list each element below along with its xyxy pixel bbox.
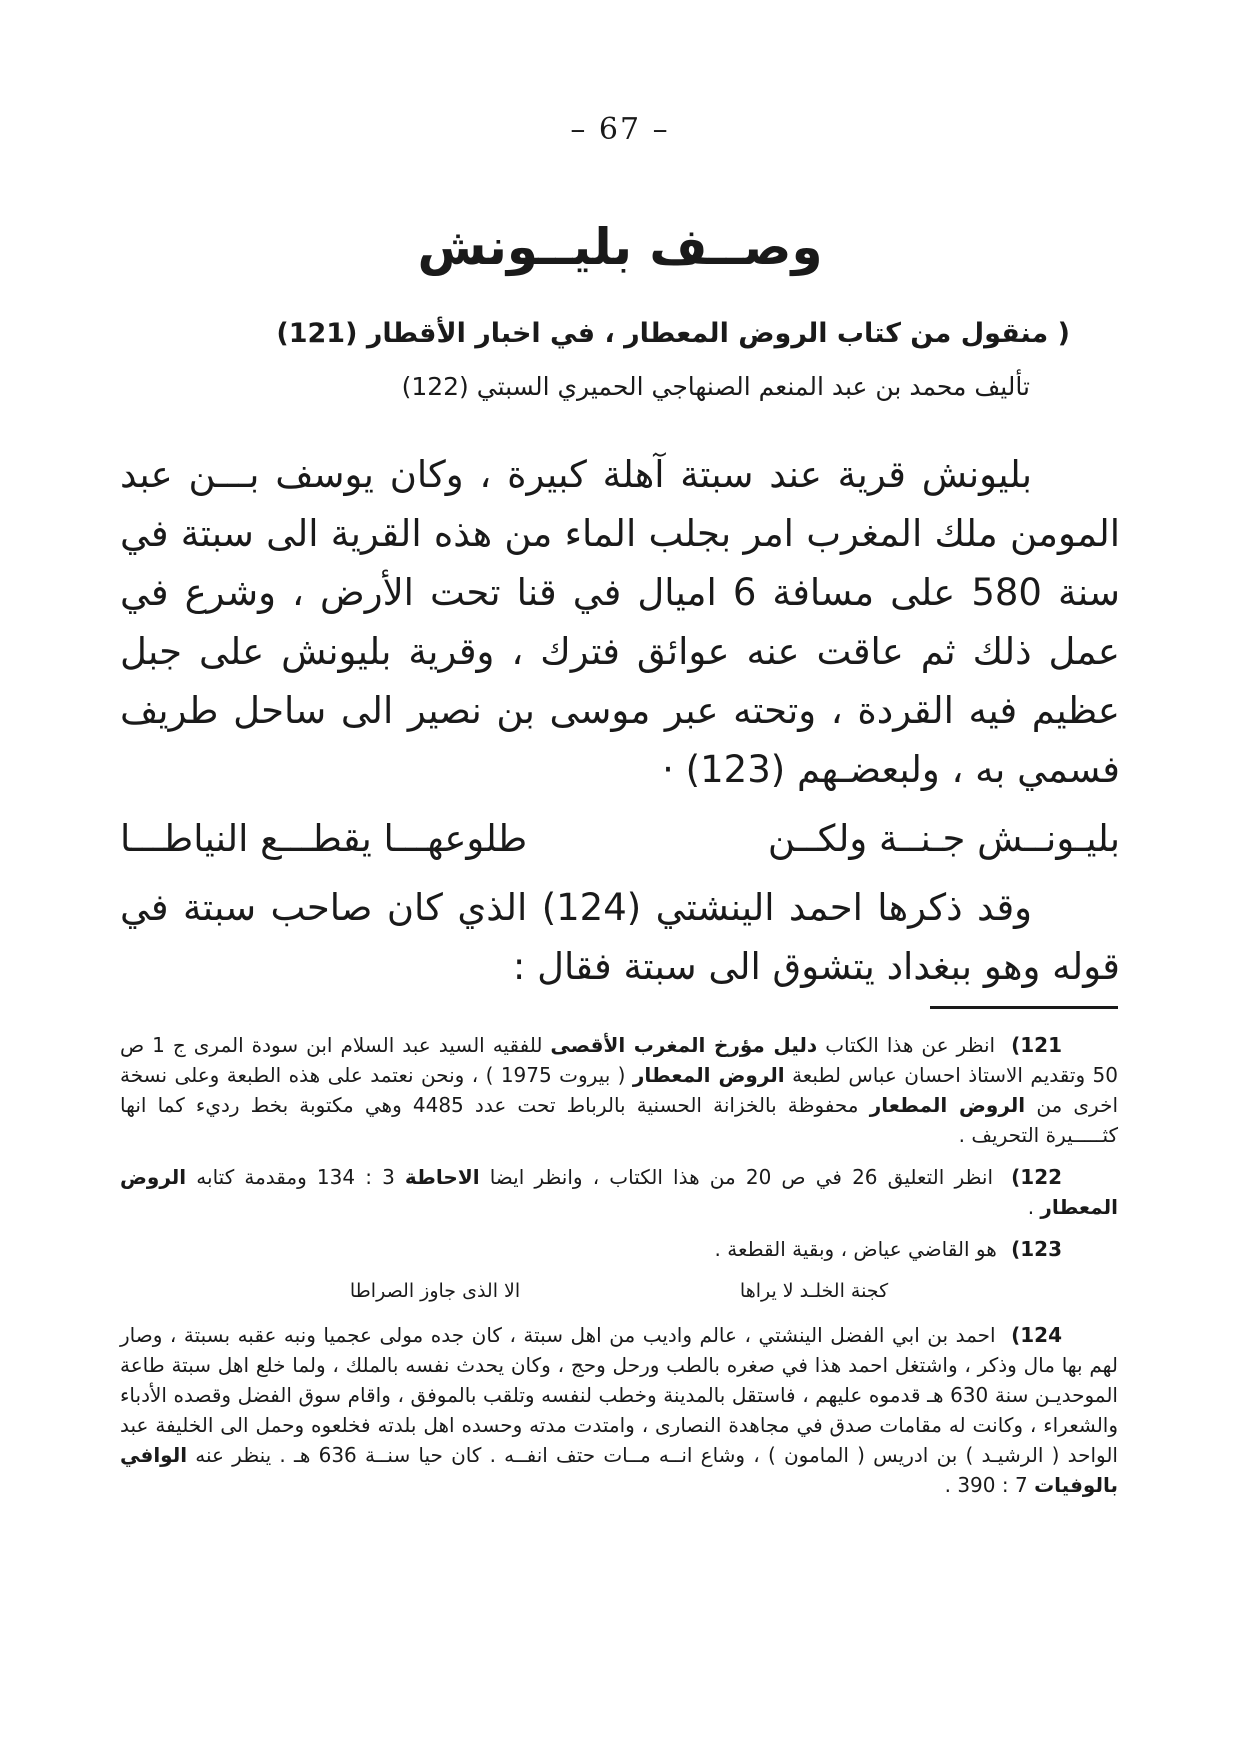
footnote-text: محفوظة بالخزانة الحسنية بالرباط تحت عدد 4485 وهي مكتوبة بخط رديء كما انها كثـــــيرة التحريف . <box>120 1093 1118 1147</box>
verse-second-hemistich: طلوعهـــا يقطـــع النياطـــا <box>120 817 528 860</box>
footnote-124 <box>120 1320 1118 1500</box>
footnotes <box>120 1030 1118 1512</box>
footnote-text: انظر عن هذا الكتاب <box>825 1033 996 1057</box>
page-title: وصــف بليــونش <box>417 218 823 276</box>
footnote-text: للفقيه السيد عبد السلام ابن سودة المرى ج 1 ص 50 وتقديم الاستاذ احسان عباس لطبعة <box>120 1033 1118 1087</box>
footnote-number: 124) <box>1011 1323 1062 1347</box>
footnote-verse-second-hemistich: الا الذى جاوز الصراطا <box>349 1280 521 1302</box>
footnote-book-title: الروض المعطار <box>632 1063 785 1087</box>
page-number: – 67 – <box>570 112 670 147</box>
paragraph-1: بليونش قرية عند سبتة آهلة كبيرة ، وكان يوسف بـــن عبد المومن ملك المغرب امر بجلب الماء من هذه القرية الى سبتة في سنة 580 على مسافة 6 اميال في قنا تحت الأرض ، وشرع في عمل ذلك ثم عاقت عنه عوائق فترك ، وقرية بليونش على جبل عظيم فيه القردة ، وتحته عبر موسى بن نصير الى ساحل طريف فسمي به ، ولبعضـهم (123) · <box>120 453 1120 791</box>
footnote-text: ( بيروت 1975 ) ، ونحن نعتمد على هذه الطبعة وعلى نسخة اخرى من <box>120 1063 1119 1117</box>
footnote-divider <box>930 1006 1118 1009</box>
verse-line <box>120 809 1120 868</box>
footnote-123 <box>120 1234 1118 1264</box>
footnote-number: 121) <box>1011 1033 1062 1057</box>
footnote-text: . <box>1027 1195 1035 1219</box>
footnote-number: 122) <box>1011 1165 1063 1189</box>
verse-first-hemistich: بليـونــش جـنــة ولكــن <box>767 817 1120 860</box>
footnote-text: انظر التعليق 26 في ص 20 من هذا الكتاب ، وانظر ايضا <box>489 1165 994 1189</box>
footnote-book-title: الاحاطة <box>404 1165 480 1189</box>
footnote-number: 123) <box>1011 1237 1062 1261</box>
footnote-book-title: الروض المطعار <box>869 1093 1026 1117</box>
footnote-text: 7 : 390 . <box>944 1473 1028 1497</box>
footnote-text: 3 : 134 ومقدمة كتابه <box>196 1165 395 1189</box>
main-text <box>120 445 1120 996</box>
subtitle: ( منقول من كتاب الروض المعطار ، في اخبار الأقطار (121) <box>276 318 1070 349</box>
footnote-book-title: الروض المعطار <box>120 1165 1118 1219</box>
author-line: تأليف محمد بن عبد المنعم الصنهاجي الحميري السبتي (122) <box>401 372 1030 401</box>
footnote-text: هو القاضي عياض ، وبقية القطعة . <box>714 1237 997 1261</box>
footnote-121 <box>120 1030 1118 1150</box>
footnote-book-title: الوافي بالوفيات <box>120 1443 1118 1497</box>
footnote-text: احمد بن ابي الفضل الينشتي ، عالم واديب من اهل سبتة ، كان جده مولى عجميا ونبه عقبه بسبتة ، وصار لهم بها مال وذكر ، واشتغل احمد هذا في صغره بالطب ورحل وحج ، وكان يحدث نفسه بالملك ، ولما خلع اهل سبتة طاعة الموحديـن سنة 630 هـ قدموه عليهم ، فاستقل بالمدينة وخطب لنفسه وتلقب بالموفق ، واقام سوق الفضل وقصده الأدباء والشعراء ، وكانت له مقامات صدق في مجاهدة النصارى ، وامتدت مدته وحسده اهل بلدته فخلعوه وحمل الى الخليفة عبد الواحد ( الرشيـد ) بن ادريس ( المامون ) ، وشاع انــه مــات حتف انفــه . كان حيا سنــة 636 هـ . ينظر عنه <box>120 1323 1118 1467</box>
footnote-book-title: دليل مؤرخ المغرب الأقصى <box>550 1033 818 1057</box>
footnote-verse-first-hemistich: كجنة الخلـد لا يراها <box>739 1280 889 1302</box>
paragraph-2: وقد ذكرها احمد الينشتي (124) الذي كان صاحب سبتة في قوله وهو ببغداد يتشوق الى سبتة فقال : <box>120 886 1120 988</box>
footnote-122 <box>120 1162 1118 1222</box>
footnote-verse <box>120 1276 1118 1306</box>
